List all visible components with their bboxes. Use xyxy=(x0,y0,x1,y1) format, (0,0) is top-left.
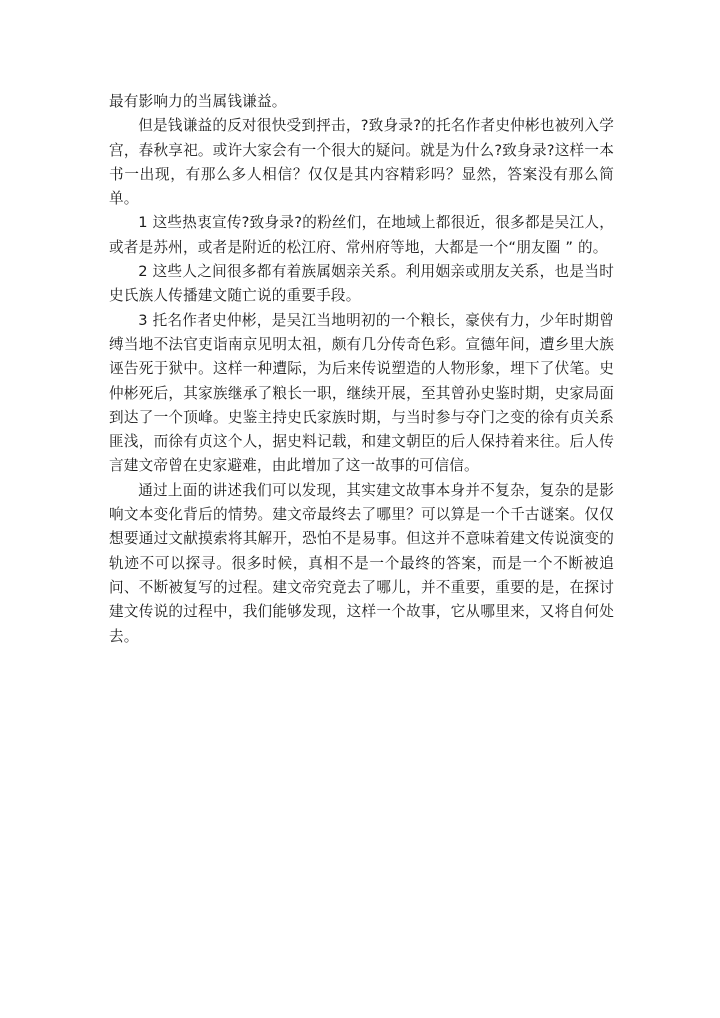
paragraph-conclusion: 通过上面的讲述我们可以发现，其实建文故事本身并不复杂，复杂的是影响文本变化背后的情势。建文帝最终去了哪里？可以算是一个千古谜案。仅仅想要通过文献摸索将其解开，恐怕不是易事。但这并不意味着建文传说演变的轨迹不可以探寻。很多时候，真相不是一个最终的答案，而是一个不断被追问、不断被复写的过程。建文帝究竟去了哪儿，并不重要，重要的是，在探讨建文传说的过程中，我们能够发现，这样一个故事，它从哪里来，又将自何处去。 xyxy=(109,481,614,645)
paragraph-point-2: 2 这些人之间很多都有着族属姻亲关系。利用姻亲或朋友关系，也是当时史氏族人传播建文随亡说的重要手段。 xyxy=(109,263,614,305)
paragraph-qian-qianyi-criticism: 但是钱谦益的反对很快受到抨击，?致身录?的托名作者史仲彬也被列入学宫，春秋享祀。或许大家会有一个很大的疑问。就是为什么?致身录?这样一本书一出现，有那么多人相信？仅仅是其内容精彩吗？显然，答案没有那么简单。 xyxy=(109,117,614,208)
article-body xyxy=(109,90,614,649)
paragraph-point-1: 1 这些热衷宣传?致身录?的粉丝们，在地域上都很近，很多都是吴江人，或者是苏州，或者是附近的松江府、常州府等地，大都是一个“朋友圈 ” 的。 xyxy=(109,214,614,256)
paragraph-point-3: 3 托名作者史仲彬，是吴江当地明初的一个粮长，豪侠有力，少年时期曾缚当地不法官吏诣南京见明太祖，颇有几分传奇色彩。宣德年间，遭乡里大族诬告死于狱中。这样一种遭际，为后来传说塑造的人物形象，埋下了伏笔。史仲彬死后，其家族继承了粮长一职，继续开展，至其曾孙史鉴时期，史家局面到达了一个顶峰。史鉴主持史氏家族时期，与当时参与夺门之变的徐有贞关系匪浅，而徐有贞这个人，据史料记载，和建文朝臣的后人保持着来往。后人传言建文帝曾在史家避难，由此增加了这一故事的可信信。 xyxy=(109,311,614,475)
paragraph-continuation: 最有影响力的当属钱谦益。 xyxy=(109,93,287,110)
